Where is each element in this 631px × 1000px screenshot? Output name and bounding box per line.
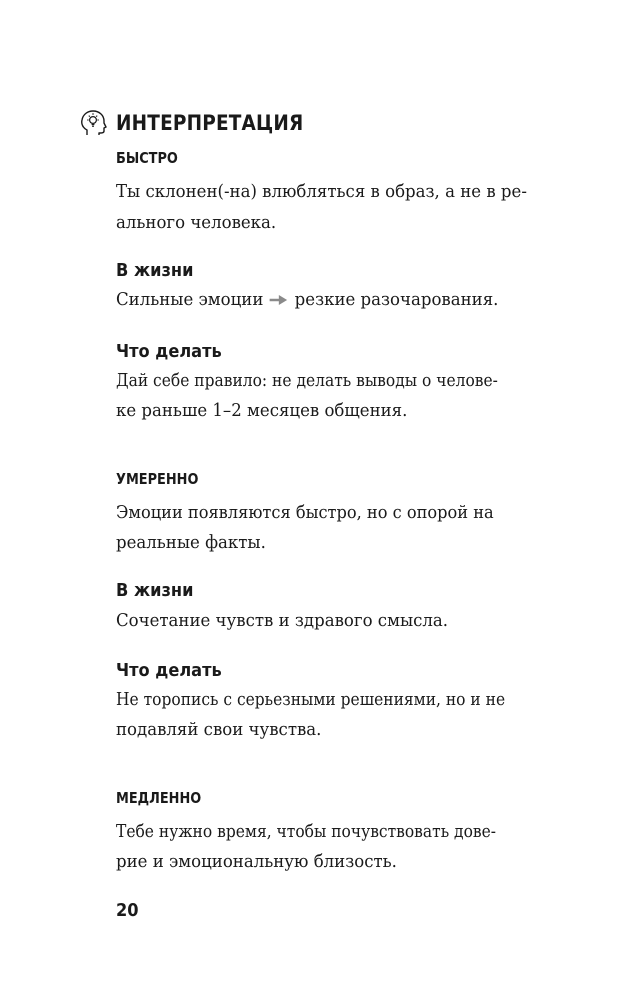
fast-in-life-right: резкие разочарования. <box>294 289 499 310</box>
fast-todo-line-1: Дай себе правило: не делать выводы о челове- <box>116 370 498 391</box>
moderate-description-line-1: Эмоции появляются быстро, но с опорой на <box>116 502 494 523</box>
section-header <box>78 106 329 140</box>
moderate-in-life-text: Сочетание чувств и здравого смысла. <box>116 610 449 631</box>
fast-in-life-left: Сильные эмоции <box>116 289 264 310</box>
head-lightbulb-icon <box>78 108 108 138</box>
level-heading-moderate: УМЕРЕННО <box>116 470 199 488</box>
fast-todo-heading: Что делать <box>116 341 222 362</box>
level-heading-slow: МЕДЛЕННО <box>116 789 202 807</box>
level-heading-fast: БЫСТРО <box>116 149 178 167</box>
moderate-todo-heading: Что делать <box>116 660 222 681</box>
fast-in-life-heading: В жизни <box>116 260 194 281</box>
fast-description-line-1: Ты склонен(-на) влюбляться в образ, а не в ре- <box>116 181 527 202</box>
moderate-in-life-heading: В жизни <box>116 580 194 601</box>
section-title: ИНТЕРПРЕТАЦИЯ <box>116 111 304 135</box>
right-arrow-icon <box>269 294 289 306</box>
fast-in-life-text <box>116 289 498 310</box>
slow-description-line-2: рие и эмоциональную близость. <box>116 851 397 872</box>
page-number: 20 <box>116 900 139 921</box>
moderate-todo-line-1: Не торопись с серьезными решениями, но и не <box>116 689 506 710</box>
fast-todo-line-2: ке раньше 1–2 месяцев общения. <box>116 400 408 421</box>
moderate-description-line-2: реальные факты. <box>116 532 266 553</box>
moderate-todo-line-2: подавляй свои чувства. <box>116 719 322 740</box>
slow-description-line-1: Тебе нужно время, чтобы почувствовать дове- <box>116 821 497 842</box>
fast-description-line-2: ального человека. <box>116 212 277 233</box>
